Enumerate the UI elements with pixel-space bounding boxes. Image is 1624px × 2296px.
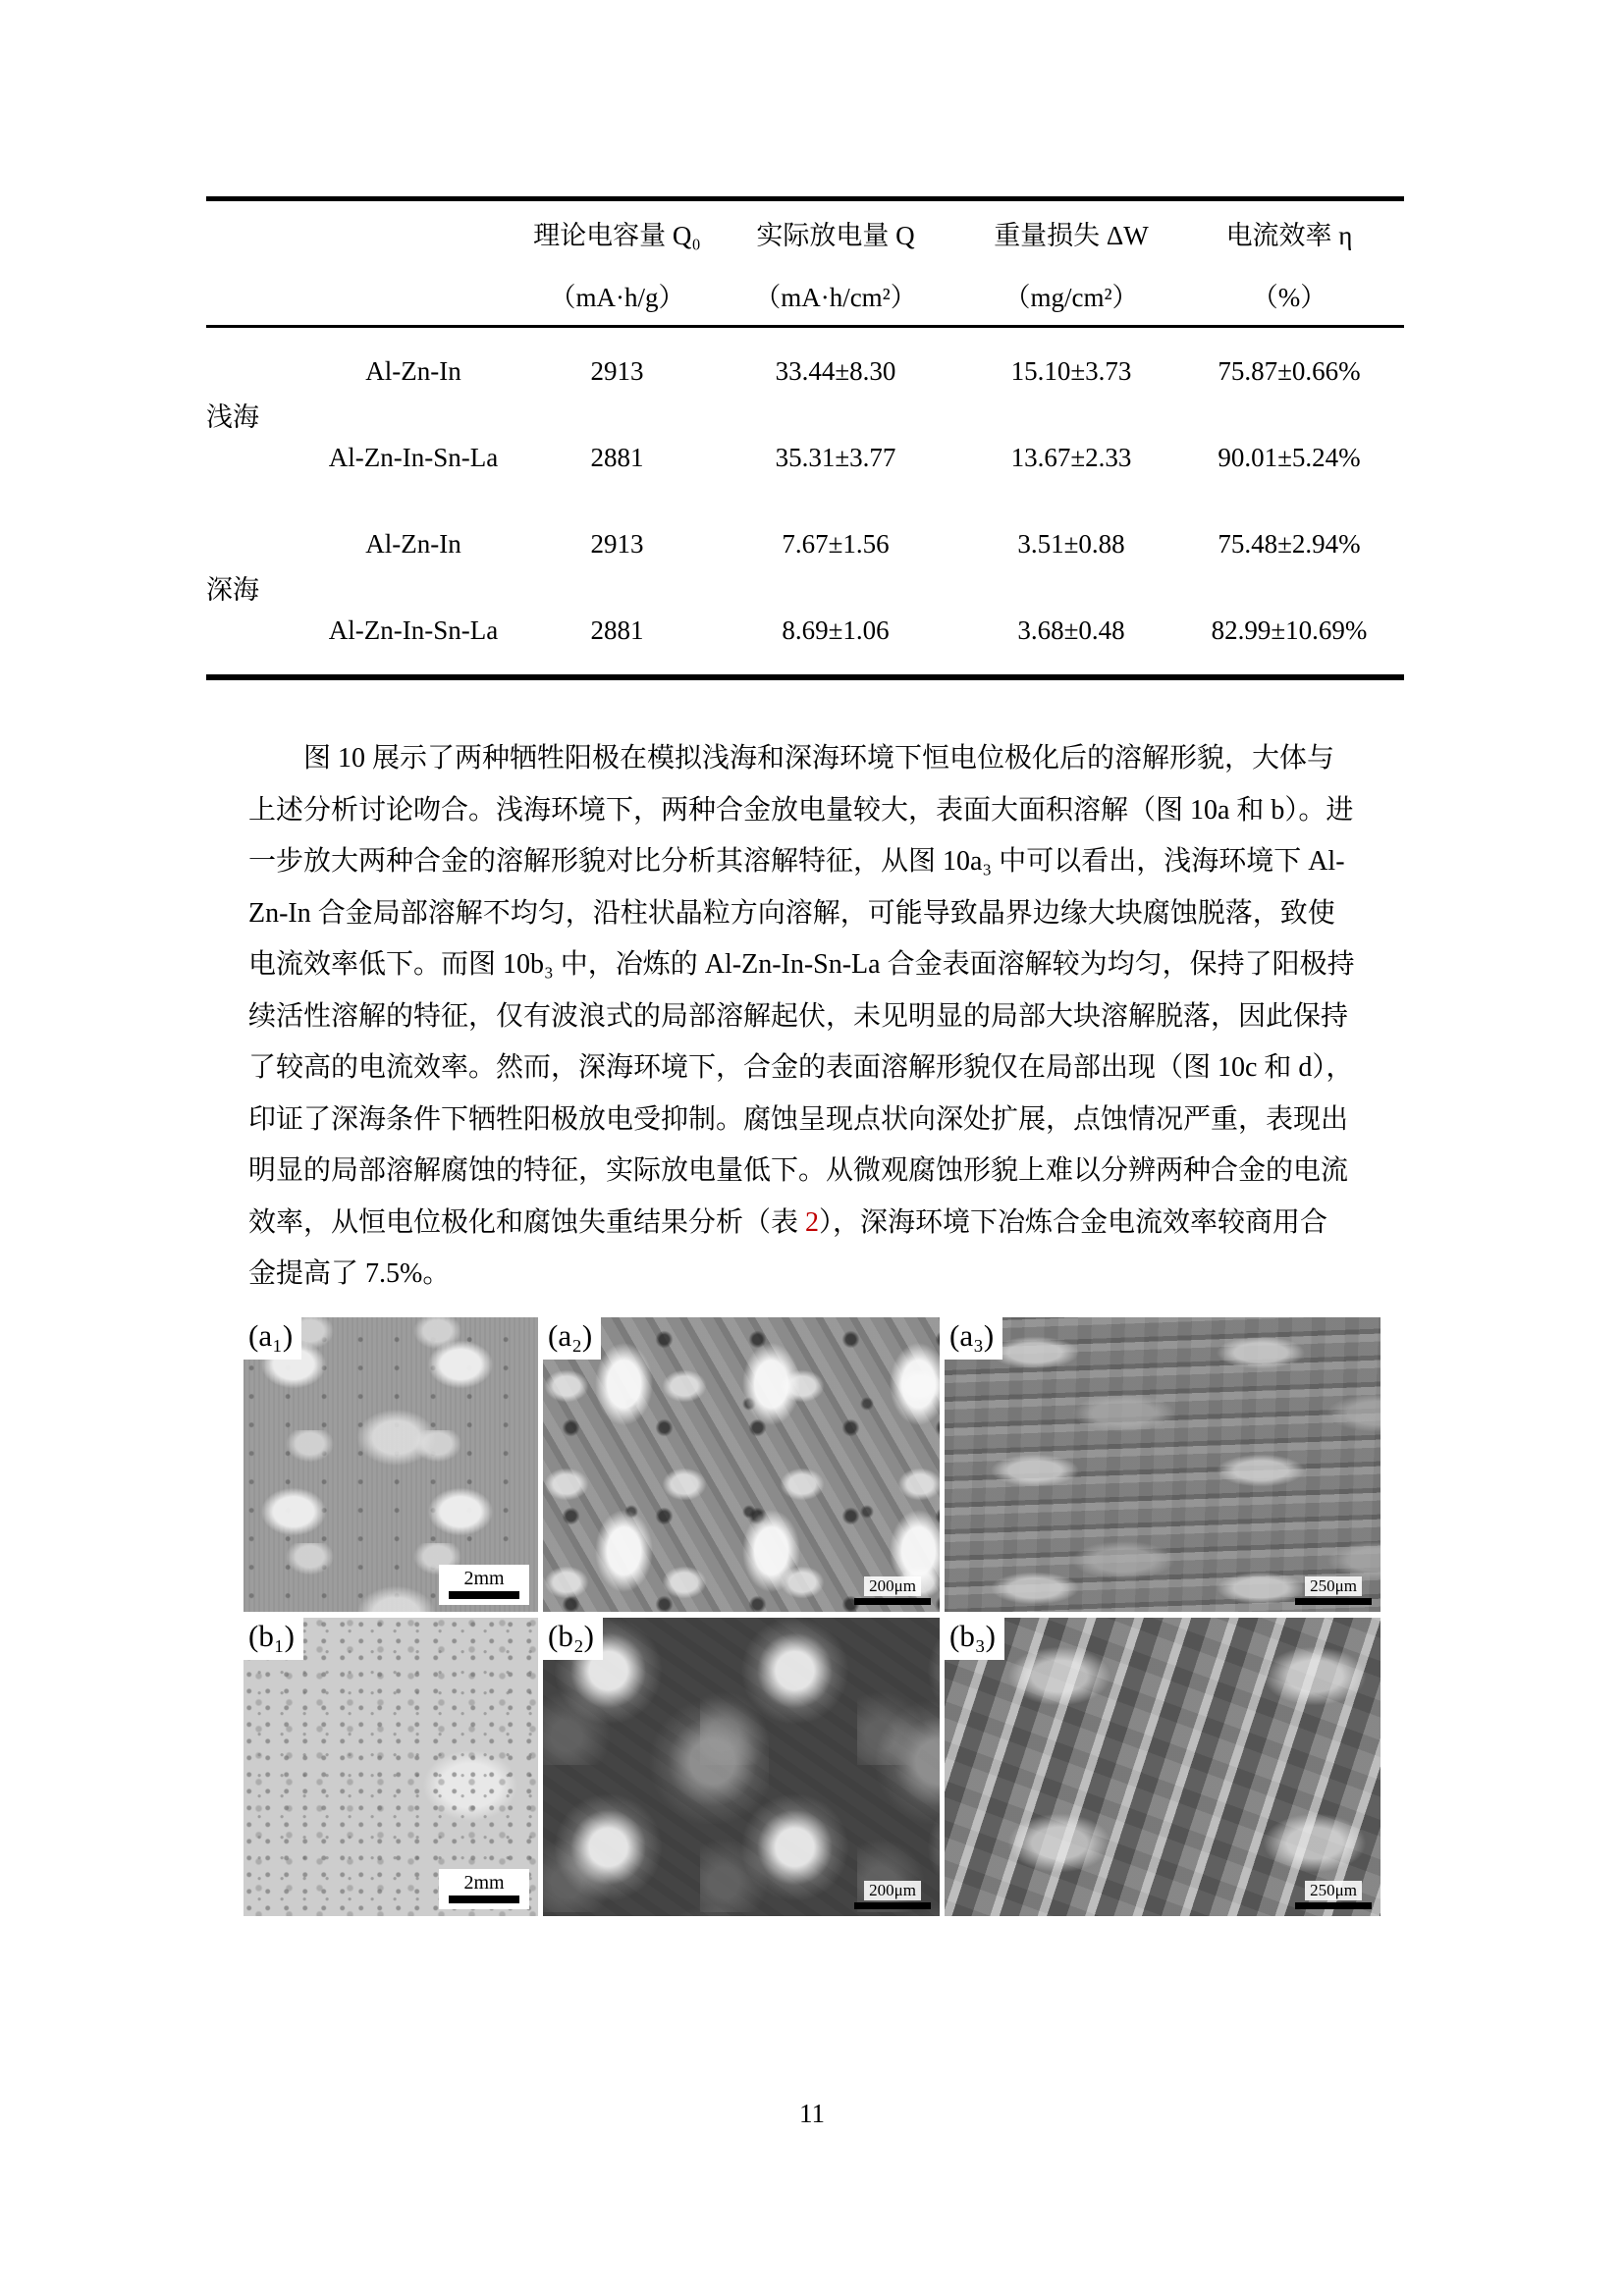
- scale-bar-label: 200μm: [864, 1881, 921, 1900]
- paragraph-text: 明显的局部溶解腐蚀的特征，实际放电量低下。从微观腐蚀形貌上难以分辨两种合金的电流: [248, 1155, 1349, 1186]
- paragraph-text: 效率，从恒电位极化和腐蚀失重结果分析（表: [248, 1206, 806, 1238]
- paragraph-line: [248, 1042, 1412, 1095]
- cell-dw: 3.51±0.88: [1017, 528, 1125, 559]
- paragraph-line: [248, 939, 1412, 991]
- paragraph-line: [248, 888, 1412, 940]
- cell-q: 8.69±1.06: [782, 614, 890, 645]
- cell-eta: 75.48±2.94%: [1218, 528, 1361, 559]
- cell-dw: 15.10±3.73: [1010, 355, 1132, 386]
- micrograph-panel-a1: [244, 1317, 538, 1612]
- cell-dw: 3.68±0.48: [1017, 614, 1125, 645]
- scale-bar: [854, 1576, 931, 1605]
- column-header-q0: 理论电容量 Q₀: [533, 220, 701, 250]
- paragraph-text: 了较高的电流效率。然而，深海环境下，合金的表面溶解形貌仅在局部出现（图 10c 和 d），: [248, 1052, 1354, 1083]
- paragraph-line: [248, 836, 1412, 888]
- scale-bar-label: 250μm: [1305, 1881, 1362, 1900]
- cell-dw: 13.67±2.33: [1010, 442, 1132, 472]
- table-reference-red: 2: [805, 1206, 820, 1238]
- cell-q0: 2913: [590, 355, 644, 386]
- cell-q: 33.44±8.30: [775, 355, 896, 386]
- panel-label-b1: (b₁): [244, 1618, 303, 1660]
- paragraph-text: 续活性溶解的特征，仅有波浪式的局部溶解起伏，未见明显的局部大块溶解脱落，因此保持: [248, 1000, 1349, 1032]
- cell-eta: 90.01±5.24%: [1218, 442, 1361, 472]
- scale-bar: [439, 1869, 529, 1909]
- body-paragraph: [248, 733, 1412, 1301]
- scale-bar-line: [449, 1896, 519, 1903]
- scale-bar-line: [854, 1598, 931, 1605]
- paragraph-line: [248, 1095, 1412, 1147]
- scale-bar-label: 2mm: [463, 1568, 505, 1589]
- cell-alloy: Al-Zn-In: [365, 355, 461, 386]
- cell-q0: 2913: [590, 528, 644, 559]
- paragraph-text: 一步放大两种合金的溶解形貌对比分析其溶解特征，从图 10a₃ 中可以看出，浅海环境下 Al-: [248, 846, 1345, 877]
- micrograph-panel-b3: [945, 1618, 1380, 1916]
- paragraph-line: [248, 733, 1412, 785]
- results-table: [206, 196, 1404, 681]
- row-group-deep-sea: 深海: [206, 574, 259, 605]
- cell-q0: 2881: [590, 614, 644, 645]
- panel-label-a3: (a₃): [945, 1317, 1002, 1360]
- panel-label-b2: (b₂): [543, 1618, 603, 1660]
- scale-bar-line: [854, 1902, 931, 1909]
- column-unit-q: （mA·h/cm²）: [754, 282, 917, 312]
- paragraph-line: [248, 1198, 1412, 1250]
- column-unit-dw: （mg/cm²）: [1003, 282, 1139, 312]
- scale-bar-label: 250μm: [1305, 1576, 1362, 1596]
- paragraph-text: 上述分析讨论吻合。浅海环境下，两种合金放电量较大，表面大面积溶解（图 10a 和 b）。进: [248, 794, 1354, 826]
- row-group-shallow-sea: 浅海: [206, 401, 259, 432]
- cell-q0: 2881: [590, 442, 644, 472]
- paragraph-line: [248, 1249, 1412, 1301]
- panel-label-a2: (a₂): [543, 1317, 601, 1360]
- column-unit-eta: （%）: [1251, 282, 1327, 312]
- scale-bar: [854, 1881, 931, 1909]
- page-number: 11: [799, 2099, 825, 2128]
- paragraph-text: Zn-In 合金局部溶解不均匀，沿柱状晶粒方向溶解，可能导致晶界边缘大块腐蚀脱落，致使: [248, 897, 1335, 929]
- paragraph-line: [248, 1146, 1412, 1198]
- paragraph-text: 金提高了 7.5%。: [248, 1258, 451, 1289]
- scale-bar: [1295, 1576, 1372, 1605]
- cell-alloy: Al-Zn-In-Sn-La: [328, 614, 499, 645]
- cell-q: 7.67±1.56: [782, 528, 890, 559]
- column-header-eta: 电流效率 η: [1225, 220, 1353, 250]
- cell-alloy: Al-Zn-In: [365, 528, 461, 559]
- paragraph-line: [248, 991, 1412, 1043]
- scale-bar-label: 200μm: [864, 1576, 921, 1596]
- micrograph-panel-b2: [543, 1618, 940, 1916]
- column-header-dw: 重量损失 ΔW: [994, 220, 1149, 250]
- table-body: [206, 328, 1404, 673]
- micrograph-panel-a2: [543, 1317, 940, 1612]
- micrograph-panel-b1: [244, 1618, 538, 1916]
- column-unit-q0: （mA·h/g）: [549, 282, 685, 312]
- scale-bar-label: 2mm: [463, 1872, 505, 1894]
- micrograph-panel-a3: [945, 1317, 1380, 1612]
- panel-label-a1: (a₁): [244, 1317, 301, 1360]
- scale-bar-line: [449, 1591, 519, 1599]
- scale-bar-line: [1295, 1902, 1372, 1909]
- table-bottom-rule: [206, 674, 1404, 680]
- column-header-q: 实际放电量 Q: [756, 220, 915, 250]
- paragraph-text: ），深海环境下冶炼合金电流效率较商用合: [819, 1206, 1328, 1238]
- paragraph-line: [248, 785, 1412, 837]
- panel-label-b3: (b₃): [945, 1618, 1004, 1660]
- paragraph-text: 印证了深海条件下牺牲阳极放电受抑制。腐蚀呈现点状向深处扩展，点蚀情况严重，表现出: [248, 1103, 1349, 1135]
- scale-bar: [439, 1565, 529, 1605]
- figure-10-grid: [244, 1317, 1380, 1916]
- cell-eta: 75.87±0.66%: [1218, 355, 1361, 386]
- cell-q: 35.31±3.77: [775, 442, 896, 472]
- scale-bar: [1295, 1881, 1372, 1909]
- scale-bar-line: [1295, 1598, 1372, 1605]
- paragraph-text: 图 10 展示了两种牺牲阳极在模拟浅海和深海环境下恒电位极化后的溶解形貌，大体与: [303, 743, 1335, 774]
- cell-alloy: Al-Zn-In-Sn-La: [328, 442, 499, 472]
- cell-eta: 82.99±10.69%: [1211, 614, 1368, 645]
- paragraph-text: 电流效率低下。而图 10b₃ 中，冶炼的 Al-Zn-In-Sn-La 合金表面溶解较为均匀，保持了阳极持: [248, 949, 1355, 980]
- table-header: [206, 201, 1404, 325]
